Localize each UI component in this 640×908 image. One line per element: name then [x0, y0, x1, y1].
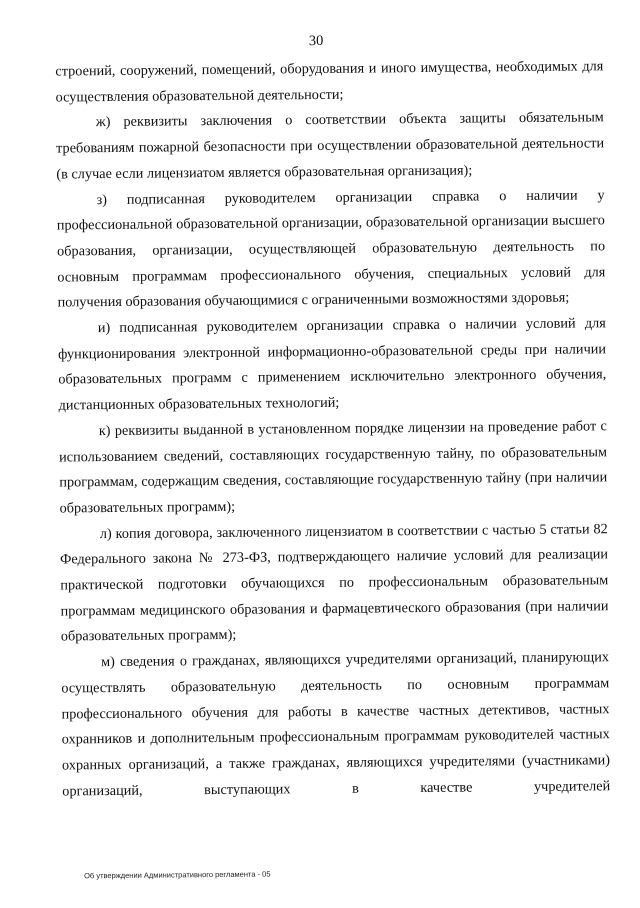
page-number: 30: [308, 32, 324, 50]
document-footer: Об утверждении Административного регламента - 05: [84, 869, 271, 881]
paragraph-item-zh: ж) реквизиты заключения о соответствии объекта защиты обязательным требованиям пожарной безопасности при осуществлении образовательной деятельности (в случае если лицензиатом является образовательная организация);: [56, 109, 605, 183]
paragraph-item-i: и) подписанная руководителем организации справка о наличии условий для функционирования электронной информационно-образовательной среды при наличии образовательных программ с применением исключительно электронного обучения, дистанционных образовательных технологий;: [57, 315, 607, 414]
paragraph-continuation: строений, сооружений, помещений, оборудования и иного имущества, необходимых для осуществления образовательной деятельности;: [55, 58, 604, 106]
document-body: [55, 54, 610, 805]
paragraph-item-z: з) подписанная руководителем организации справка о наличии у профессиональной образовательной организации, образовательной организации высшего образования, организации, осуществляющей образовательную деятельность по основным программам профессионального обучения, специальных условий для получения образования обучающимися с ограниченными возможностями здоровья;: [56, 186, 606, 311]
paragraph-item-m: м) сведения о гражданах, являющихся учредителями организаций, планирующих осуществлять образовательную деятельность по основным программам профессионального обучения для работы в качестве частных детективов, частных охранников и дополнительным профессиональным программам руководителей частных охранных организаций, а также гражданах, являющихся учредителями (участниками) организаций, выступающих в качестве учредителей: [61, 649, 611, 800]
paragraph-item-k: к) реквизиты выданной в установленном порядке лицензии на проведение работ с использованием сведений, составляющих государственную тайну, по образовательным программам, содержащим сведения, составляющие государственную тайну (при наличии образовательных программ);: [58, 418, 608, 517]
paragraph-item-l: л) копия договора, заключенного лицензиатом в соответствии с частью 5 статьи 82 Федерального закона № 273-ФЗ, подтверждающего наличие условий для реализации практической подготовки обучающихся по профессиональным образовательным программам медицинского образования и фармацевтического образования (при наличии образовательных программ);: [59, 520, 609, 645]
